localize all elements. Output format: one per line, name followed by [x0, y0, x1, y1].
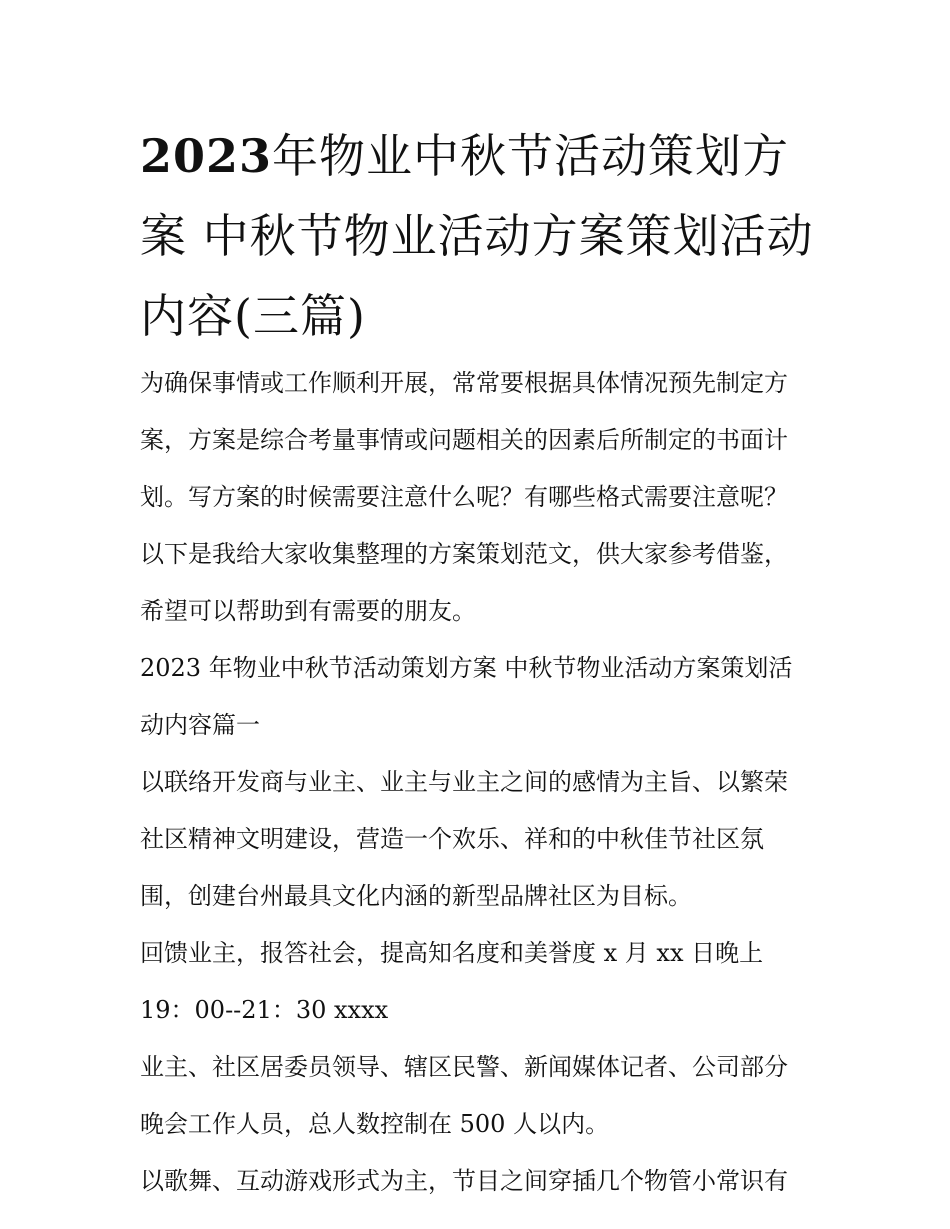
section-heading-line: 动内容篇一	[140, 711, 260, 739]
theme-time-paragraph	[140, 934, 815, 1048]
section-heading-line: 2023 年物业中秋节活动策划方案 中秋节物业活动方案策划活	[140, 654, 793, 682]
purpose-line: 围，创建台州最具文化内涵的新型品牌社区为目标。	[140, 882, 692, 910]
theme-time-line: 19：00--21：30 xxxx	[140, 996, 389, 1024]
format-line: 以歌舞、互动游戏形式为主，节目之间穿插几个物管小常识有	[140, 1167, 788, 1195]
section-heading	[140, 649, 815, 763]
intro-line: 以下是我给大家收集整理的方案策划范文，供大家参考借鉴，	[140, 540, 788, 568]
participants-line: 业主、社区居委员领导、辖区民警、新闻媒体记者、公司部分	[140, 1053, 788, 1081]
participants-line: 晚会工作人员，总人数控制在 500 人以内。	[140, 1110, 610, 1138]
purpose-paragraph	[140, 763, 815, 934]
intro-paragraph	[140, 364, 815, 649]
document-title	[140, 116, 815, 356]
title-text: 年物业中秋节活动策划方案 中秋节物业活动方案策划活动内容(三篇)	[140, 129, 814, 343]
intro-line: 案，方案是综合考量事情或问题相关的因素后所制定的书面计	[140, 426, 788, 454]
title-year: 2023	[140, 129, 273, 183]
intro-line: 为确保事情或工作顺利开展，常常要根据具体情况预先制定方	[140, 369, 788, 397]
purpose-line: 以联络开发商与业主、业主与业主之间的感情为主旨、以繁荣	[140, 768, 788, 796]
participants-paragraph	[140, 1048, 815, 1162]
theme-time-line: 回馈业主，报答社会，提高知名度和美誉度 x 月 xx 日晚上	[140, 939, 764, 967]
purpose-line: 社区精神文明建设，营造一个欢乐、祥和的中秋佳节社区氛	[140, 825, 764, 853]
document-body	[140, 116, 815, 1219]
intro-line: 希望可以帮助到有需要的朋友。	[140, 597, 476, 625]
format-paragraph	[140, 1162, 815, 1219]
intro-line: 划。写方案的时候需要注意什么呢？有哪些格式需要注意呢？	[140, 483, 788, 511]
